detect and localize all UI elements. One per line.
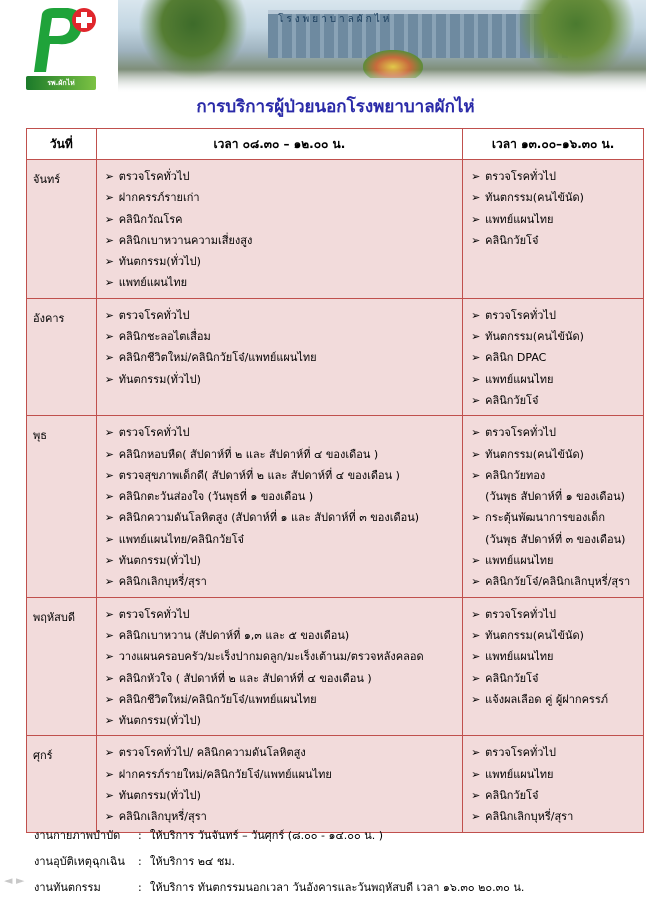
service-label: คลินิกวัยโจ๋: [485, 233, 539, 247]
arrow-bullet-icon: ➢: [471, 554, 481, 568]
arrow-bullet-icon: ➢: [104, 468, 114, 482]
arrow-bullet-icon: ➢: [471, 607, 481, 621]
service-item: [471, 444, 643, 465]
service-label: ตรวจโรคทั่วไป: [485, 308, 556, 322]
arrow-bullet-icon: ➢: [471, 767, 481, 781]
table-row: [27, 597, 644, 736]
service-label: แพทย์แผนไทย: [485, 554, 554, 568]
arrow-bullet-icon: ➢: [471, 212, 481, 226]
table-body: [27, 160, 644, 833]
service-item: [471, 764, 643, 785]
morning-services-cell: [96, 597, 462, 736]
service-item: [105, 444, 462, 465]
header-morning: เวลา ๐๘.๓๐ – ๑๒.๐๐ น.: [96, 129, 462, 160]
service-label: แพทย์แผนไทย: [485, 372, 554, 386]
service-item: [105, 251, 462, 272]
table-header-row: [27, 129, 644, 160]
service-label: คลินิกเลิกบุหรี่/สุรา: [118, 810, 207, 824]
afternoon-services-cell: [463, 597, 644, 736]
service-label: (วันพุธ สัปดาห์ที่ ๑ ของเดือน): [485, 490, 625, 504]
header-afternoon: เวลา ๑๓.๐๐–๑๖.๓๐ น.: [463, 129, 644, 160]
service-item: [105, 571, 462, 592]
table-row: [27, 298, 644, 415]
service-label: ทันตกรรม(คนไข้นัด): [485, 330, 584, 344]
header: [0, 0, 671, 100]
hospital-logo: [24, 6, 98, 92]
morning-services-cell: [96, 160, 462, 299]
footer-text: ให้บริการ วันจันทร์ – วันศุกร์ (๘.๐๐ - ๑๔.๐๐ น. ): [150, 829, 384, 842]
service-item: [105, 785, 462, 806]
service-label: คลินิกความดันโลหิตสูง (สัปดาห์ที่ ๑ และ สัปดาห์ที่ ๓ ของเดือน): [118, 511, 420, 525]
logo-p-icon: [24, 6, 98, 78]
service-item: [471, 646, 643, 667]
service-label: แพทย์แผนไทย/คลินิกวัยโจ๋: [118, 532, 244, 546]
arrow-bullet-icon: ➢: [104, 628, 114, 642]
service-label: คลินิกหัวใจ ( สัปดาห์ที่ ๒ และ สัปดาห์ที่ ๔ ของเดือน ): [118, 671, 372, 685]
service-item: [105, 689, 462, 710]
service-label: คลินิกวัณโรค: [118, 212, 183, 226]
service-item: [105, 742, 462, 763]
arrow-bullet-icon: ➢: [104, 511, 114, 525]
arrow-bullet-icon: ➢: [104, 746, 114, 760]
service-item: [105, 166, 462, 187]
service-label: ตรวจโรคทั่วไป/ คลินิกความดันโลหิตสูง: [118, 746, 306, 760]
arrow-bullet-icon: ➢: [104, 810, 114, 824]
service-item: [471, 571, 643, 592]
palm-tree-image: [138, 0, 248, 80]
service-label: ตรวจโรคทั่วไป: [118, 426, 190, 440]
footer-label: งานกายภาพบำบัด: [34, 829, 121, 842]
arrow-bullet-icon: ➢: [471, 393, 481, 407]
arrow-bullet-icon: ➢: [104, 330, 114, 344]
service-label: ตรวจโรคทั่วไป: [118, 308, 190, 322]
service-label: แพทย์แผนไทย: [485, 212, 554, 226]
morning-services-cell: [96, 298, 462, 415]
service-item: [471, 668, 643, 689]
service-item: [471, 326, 643, 347]
arrow-bullet-icon: ➢: [471, 426, 481, 440]
service-label: แพทย์แผนไทย: [485, 767, 554, 781]
service-item: [105, 486, 462, 507]
service-label: แพทย์แผนไทย: [485, 650, 554, 664]
service-item: [471, 529, 643, 550]
service-item: [471, 785, 643, 806]
footer-line: [34, 852, 235, 870]
footer-label: งานทันตกรรม: [34, 881, 101, 894]
service-item: [105, 369, 462, 390]
service-item: [105, 646, 462, 667]
arrow-bullet-icon: ➢: [104, 308, 114, 322]
service-item: [471, 422, 643, 443]
day-cell: อังคาร: [27, 298, 97, 415]
service-label: คลินิกชีวิตใหม่/คลินิกวัยโจ๋/แพทย์แผนไทย: [118, 351, 317, 365]
arrow-bullet-icon: ➢: [471, 330, 481, 344]
service-label: ทันตกรรม(ทั่วไป): [118, 714, 201, 728]
service-item: [105, 465, 462, 486]
arrow-bullet-icon: ➢: [104, 233, 114, 247]
arrow-bullet-icon: ➢: [104, 447, 114, 461]
service-label: คลินิกชีวิตใหม่/คลินิกวัยโจ๋/แพทย์แผนไทย: [118, 692, 317, 706]
service-item: [471, 166, 643, 187]
schedule-table: [26, 128, 644, 833]
arrow-bullet-icon: ➢: [104, 351, 114, 365]
service-label: คลินิกวัยโจ๋: [485, 393, 539, 407]
day-cell: พฤหัสบดี: [27, 597, 97, 736]
arrow-bullet-icon: ➢: [104, 372, 114, 386]
service-item: [105, 422, 462, 443]
service-label: ทันตกรรม(คนไข้นัด): [485, 447, 584, 461]
service-item: [471, 689, 643, 710]
table-row: [27, 160, 644, 299]
table-row: [27, 736, 644, 832]
service-item: [471, 604, 643, 625]
service-label: คลินิกเลิกบุหรี่/สุรา: [485, 810, 574, 824]
table-row: [27, 416, 644, 597]
logo-text: รพ.ผักไห่: [47, 79, 75, 87]
service-label: คลินิกวัยโจ๋: [485, 671, 539, 685]
arrow-bullet-icon: ➢: [471, 628, 481, 642]
logo-banner: [26, 76, 96, 90]
service-item: [471, 742, 643, 763]
arrow-bullet-icon: ➢: [104, 575, 114, 589]
arrow-bullet-icon: ➢: [104, 714, 114, 728]
service-label: คลินิกวัยโจ๋/คลินิกเลิกบุหรี่/สุรา: [485, 575, 631, 589]
service-label: คลินิกหอบหืด( สัปดาห์ที่ ๒ และ สัปดาห์ที่ ๔ ของเดือน ): [118, 447, 379, 461]
afternoon-services-cell: [463, 298, 644, 415]
service-item: [105, 230, 462, 251]
service-item: [471, 209, 643, 230]
arrow-bullet-icon: ➢: [471, 308, 481, 322]
service-item: [471, 806, 643, 827]
arrow-bullet-icon: ➢: [104, 490, 114, 504]
service-label: ฝากครรภ์รายเก่า: [118, 191, 200, 205]
service-label: คลินิกตะวันส่องใจ (วันพุธที่ ๑ ของเดือน ): [118, 490, 314, 504]
service-label: กระตุ้นพัฒนาการของเด็ก: [485, 511, 605, 525]
service-item: [105, 806, 462, 827]
service-item: [471, 486, 643, 507]
colon-separator: :: [138, 829, 142, 842]
arrow-bullet-icon: ➢: [471, 671, 481, 685]
service-label: (วันพุธ สัปดาห์ที่ ๓ ของเดือน): [485, 532, 626, 546]
page-title: การบริการผู้ป่วยนอกโรงพยาบาลผักไห่: [196, 97, 475, 117]
service-item: [105, 625, 462, 646]
service-item: [105, 326, 462, 347]
service-item: [471, 390, 643, 411]
service-item: [105, 550, 462, 571]
morning-services-cell: [96, 416, 462, 597]
service-label: ตรวจโรคทั่วไป: [485, 746, 556, 760]
day-cell: จันทร์: [27, 160, 97, 299]
footer-line: [34, 826, 383, 844]
arrow-bullet-icon: ➢: [104, 191, 114, 205]
arrow-bullet-icon: ➢: [104, 212, 114, 226]
service-label: ทันตกรรม(ทั่วไป): [118, 372, 201, 386]
service-label: คลินิกเลิกบุหรี่/สุรา: [118, 575, 207, 589]
service-item: [471, 465, 643, 486]
service-item: [105, 507, 462, 528]
arrow-bullet-icon: ➢: [104, 607, 114, 621]
arrow-bullet-icon: ➢: [471, 372, 481, 386]
day-cell: ศุกร์: [27, 736, 97, 832]
arrow-bullet-icon: ➢: [104, 426, 114, 440]
hospital-photo: [118, 0, 646, 92]
arrow-bullet-icon: ➢: [471, 351, 481, 365]
arrow-bullet-icon: ➢: [471, 511, 481, 525]
service-label: คลินิกวัยโจ๋: [485, 789, 539, 803]
arrow-bullet-icon: ➢: [104, 170, 114, 183]
footer-text: ให้บริการ ทันตกรรมนอกเวลา วันอังคารและวันพฤหัสบดี เวลา ๑๖.๓๐ ๒๐.๓๐ น.: [150, 881, 525, 894]
service-item: [471, 187, 643, 208]
arrow-bullet-icon: ➢: [104, 650, 114, 664]
service-label: ทันตกรรม(ทั่วไป): [118, 554, 201, 568]
arrow-bullet-icon: ➢: [104, 276, 114, 290]
service-item: [471, 305, 643, 326]
service-label: ทันตกรรม(คนไข้นัด): [485, 628, 584, 642]
service-label: แพทย์แผนไทย: [118, 276, 188, 290]
arrow-bullet-icon: ➢: [104, 255, 114, 269]
arrow-bullet-icon: ➢: [471, 789, 481, 803]
service-label: วางแผนครอบครัว/มะเร็งปากมดลูก/มะเร็งเต้านม/ตรวจหลังคลอด: [118, 650, 424, 664]
arrow-bullet-icon: ➢: [104, 671, 114, 685]
service-label: ฝากครรภ์รายใหม่/คลินิกวัยโจ๋/แพทย์แผนไทย: [118, 767, 332, 781]
service-label: คลินิกชะลอไตเสื่อม: [118, 330, 211, 344]
service-item: [471, 625, 643, 646]
morning-services-cell: [96, 736, 462, 832]
service-item: [105, 529, 462, 550]
arrow-bullet-icon: ➢: [471, 170, 481, 183]
arrow-bullet-icon: ➢: [471, 468, 481, 482]
service-item: [105, 347, 462, 368]
service-label: คลินิกวัยทอง: [485, 468, 546, 482]
service-item: [105, 710, 462, 731]
service-item: [105, 764, 462, 785]
arrow-bullet-icon: ➢: [471, 746, 481, 760]
service-item: [471, 369, 643, 390]
arrow-bullet-icon: ➢: [104, 789, 114, 803]
arrow-bullet-icon: ➢: [471, 692, 481, 706]
footer-text: ให้บริการ ๒๔ ชม.: [150, 855, 236, 868]
footer-label: งานอุบัติเหตุฉุกเฉิน: [34, 855, 125, 868]
service-label: ทันตกรรม(ทั่วไป): [118, 255, 201, 269]
building-sign: โรงพยาบาลผักไห่: [278, 14, 393, 25]
service-item: [105, 272, 462, 293]
colon-separator: :: [138, 881, 142, 894]
service-item: [471, 347, 643, 368]
arrow-bullet-icon: ➢: [104, 692, 114, 706]
service-item: [471, 507, 643, 528]
service-label: ตรวจสุขภาพเด็กดี( สัปดาห์ที่ ๒ และ สัปดาห์ที่ ๔ ของเดือน ): [118, 468, 400, 482]
arrow-bullet-icon: ➢: [104, 767, 114, 781]
footer-line: [34, 878, 524, 896]
afternoon-services-cell: [463, 736, 644, 832]
service-label: ตรวจโรคทั่วไป: [118, 607, 190, 621]
service-item: [105, 305, 462, 326]
service-label: ทันตกรรม(ทั่วไป): [118, 789, 201, 803]
arrow-bullet-icon: ➢: [471, 650, 481, 664]
arrow-bullet-icon: ➢: [471, 575, 481, 589]
arrow-bullet-icon: ➢: [104, 554, 114, 568]
header-day: วันที่: [27, 129, 97, 160]
nav-arrows-icon: ◄ ►: [4, 874, 25, 887]
service-item: [105, 668, 462, 689]
service-item: [471, 550, 643, 571]
arrow-bullet-icon: ➢: [471, 810, 481, 824]
arrow-bullet-icon: ➢: [471, 191, 481, 205]
service-label: คลินิกเบาหวานความเสี่ยงสูง: [118, 233, 253, 247]
afternoon-services-cell: [463, 416, 644, 597]
service-label: ตรวจโรคทั่วไป: [485, 607, 556, 621]
service-item: [471, 230, 643, 251]
service-label: คลินิก DPAC: [485, 351, 547, 365]
service-label: คลินิกเบาหวาน (สัปดาห์ที่ ๑,๓ และ ๕ ของเดือน): [118, 628, 350, 642]
colon-separator: :: [138, 855, 142, 868]
service-label: ทันตกรรม(คนไข้นัด): [485, 191, 584, 205]
afternoon-services-cell: [463, 160, 644, 299]
service-item: [105, 209, 462, 230]
day-cell: พุธ: [27, 416, 97, 597]
arrow-bullet-icon: ➢: [104, 532, 114, 546]
service-label: แจ้งผลเลือด คู่ ผู้ฝากครรภ์: [485, 692, 609, 706]
service-item: [105, 604, 462, 625]
service-label: ตรวจโรคทั่วไป: [485, 426, 556, 440]
arrow-bullet-icon: ➢: [471, 447, 481, 461]
palm-tree-image: [516, 0, 636, 80]
service-item: [105, 187, 462, 208]
arrow-bullet-icon: ➢: [471, 233, 481, 247]
service-label: ตรวจโรคทั่วไป: [485, 170, 556, 183]
service-label: ตรวจโรคทั่วไป: [118, 170, 190, 183]
